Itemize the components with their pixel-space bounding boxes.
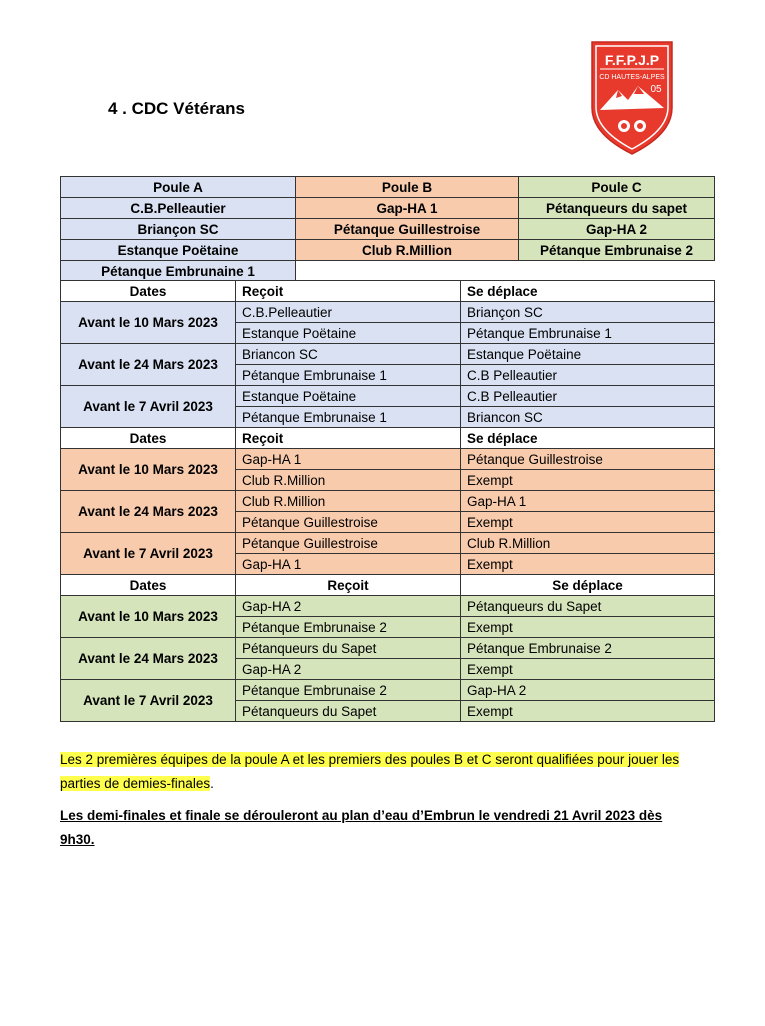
pool-c-header: Poule C <box>519 177 715 198</box>
home-team: Club R.Million <box>236 491 461 512</box>
home-header: Reçoit <box>236 281 461 302</box>
home-team: Pétanque Embrunaise 2 <box>236 617 461 638</box>
away-team: Estanque Poëtaine <box>461 344 715 365</box>
qualification-end: . <box>210 776 214 791</box>
away-team: Pétanque Embrunaise 1 <box>461 323 715 344</box>
home-team: Pétanque Guillestroise <box>236 533 461 554</box>
table-row <box>61 533 715 554</box>
home-team: Gap-HA 2 <box>236 659 461 680</box>
pool-c-team: Gap-HA 2 <box>519 219 715 240</box>
match-date: Avant le 7 Avril 2023 <box>61 386 236 428</box>
away-team: Briançon SC <box>461 302 715 323</box>
home-team: C.B.Pelleautier <box>236 302 461 323</box>
away-header: Se déplace <box>461 575 715 596</box>
pool-c-team: Pétanque Embrunaise 2 <box>519 240 715 261</box>
home-team: Pétanque Embrunaise 2 <box>236 680 461 701</box>
pool-a-team: Estanque Poëtaine <box>61 240 296 261</box>
schedule-table <box>60 280 715 722</box>
away-team: Briancon SC <box>461 407 715 428</box>
pool-a-team: Briançon SC <box>61 219 296 240</box>
away-team: Pétanque Embrunaise 2 <box>461 638 715 659</box>
home-team: Estanque Poëtaine <box>236 386 461 407</box>
home-team: Briancon SC <box>236 344 461 365</box>
pool-a-team: Pétanque Embrunaine 1 <box>61 261 296 282</box>
home-team: Pétanqueurs du Sapet <box>236 638 461 659</box>
away-team: Pétanque Guillestroise <box>461 449 715 470</box>
match-date: Avant le 10 Mars 2023 <box>61 449 236 491</box>
logo-subtitle: CD HAUTES-ALPES <box>599 74 665 81</box>
away-team: C.B Pelleautier <box>461 365 715 386</box>
match-date: Avant le 24 Mars 2023 <box>61 344 236 386</box>
match-date: Avant le 7 Avril 2023 <box>61 533 236 575</box>
pool-b-team: Club R.Million <box>296 240 519 261</box>
qualification-highlight: Les 2 premières équipes de la poule A et les premiers des poules B et C seront qualifiées pour jouer les parties de demies-finales <box>60 752 680 791</box>
match-date: Avant le 10 Mars 2023 <box>61 596 236 638</box>
home-team: Club R.Million <box>236 470 461 491</box>
home-team: Pétanque Embrunaise 1 <box>236 407 461 428</box>
table-row <box>61 386 715 407</box>
pool-a-header: Poule A <box>61 177 296 198</box>
table-row <box>61 302 715 323</box>
finals-note: Les demi-finales et finale se dérouleront au plan d’eau d’Embrun le vendredi 21 Avril 2023 dès 9h30. <box>60 808 663 847</box>
home-team: Gap-HA 1 <box>236 554 461 575</box>
home-team: Pétanque Embrunaise 1 <box>236 365 461 386</box>
table-row <box>61 680 715 701</box>
table-row <box>61 491 715 512</box>
empty-cell <box>296 261 715 282</box>
pool-a-team: C.B.Pelleautier <box>61 198 296 219</box>
pools-table <box>60 176 715 282</box>
away-team: C.B Pelleautier <box>461 386 715 407</box>
logo-title: F.F.P.J.P <box>604 52 660 68</box>
away-team: Club R.Million <box>461 533 715 554</box>
away-header: Se déplace <box>461 428 715 449</box>
away-team: Exempt <box>461 659 715 680</box>
dates-header: Dates <box>61 281 236 302</box>
away-team: Exempt <box>461 470 715 491</box>
table-row <box>61 449 715 470</box>
away-header: Se déplace <box>461 281 715 302</box>
home-team: Estanque Poëtaine <box>236 323 461 344</box>
table-row <box>61 596 715 617</box>
home-header: Reçoit <box>236 428 461 449</box>
away-team: Exempt <box>461 554 715 575</box>
home-team: Pétanque Guillestroise <box>236 512 461 533</box>
match-date: Avant le 24 Mars 2023 <box>61 491 236 533</box>
table-row <box>61 638 715 659</box>
dates-header: Dates <box>61 575 236 596</box>
pool-c-team: Pétanqueurs du sapet <box>519 198 715 219</box>
home-team: Gap-HA 2 <box>236 596 461 617</box>
pool-b-team: Pétanque Guillestroise <box>296 219 519 240</box>
match-date: Avant le 24 Mars 2023 <box>61 638 236 680</box>
away-team: Gap-HA 1 <box>461 491 715 512</box>
away-team: Exempt <box>461 512 715 533</box>
pool-b-team: Gap-HA 1 <box>296 198 519 219</box>
match-date: Avant le 10 Mars 2023 <box>61 302 236 344</box>
ffpjp-logo <box>588 38 676 156</box>
qualification-note <box>60 748 700 796</box>
away-team: Exempt <box>461 701 715 722</box>
dates-header: Dates <box>61 428 236 449</box>
home-team: Gap-HA 1 <box>236 449 461 470</box>
logo-number: 05 <box>650 84 662 95</box>
pool-b-header: Poule B <box>296 177 519 198</box>
page-title: 4 . CDC Vétérans <box>108 99 245 118</box>
home-header: Reçoit <box>236 575 461 596</box>
away-team: Pétanqueurs du Sapet <box>461 596 715 617</box>
home-team: Pétanqueurs du Sapet <box>236 701 461 722</box>
table-row <box>61 344 715 365</box>
away-team: Exempt <box>461 617 715 638</box>
match-date: Avant le 7 Avril 2023 <box>61 680 236 722</box>
away-team: Gap-HA 2 <box>461 680 715 701</box>
